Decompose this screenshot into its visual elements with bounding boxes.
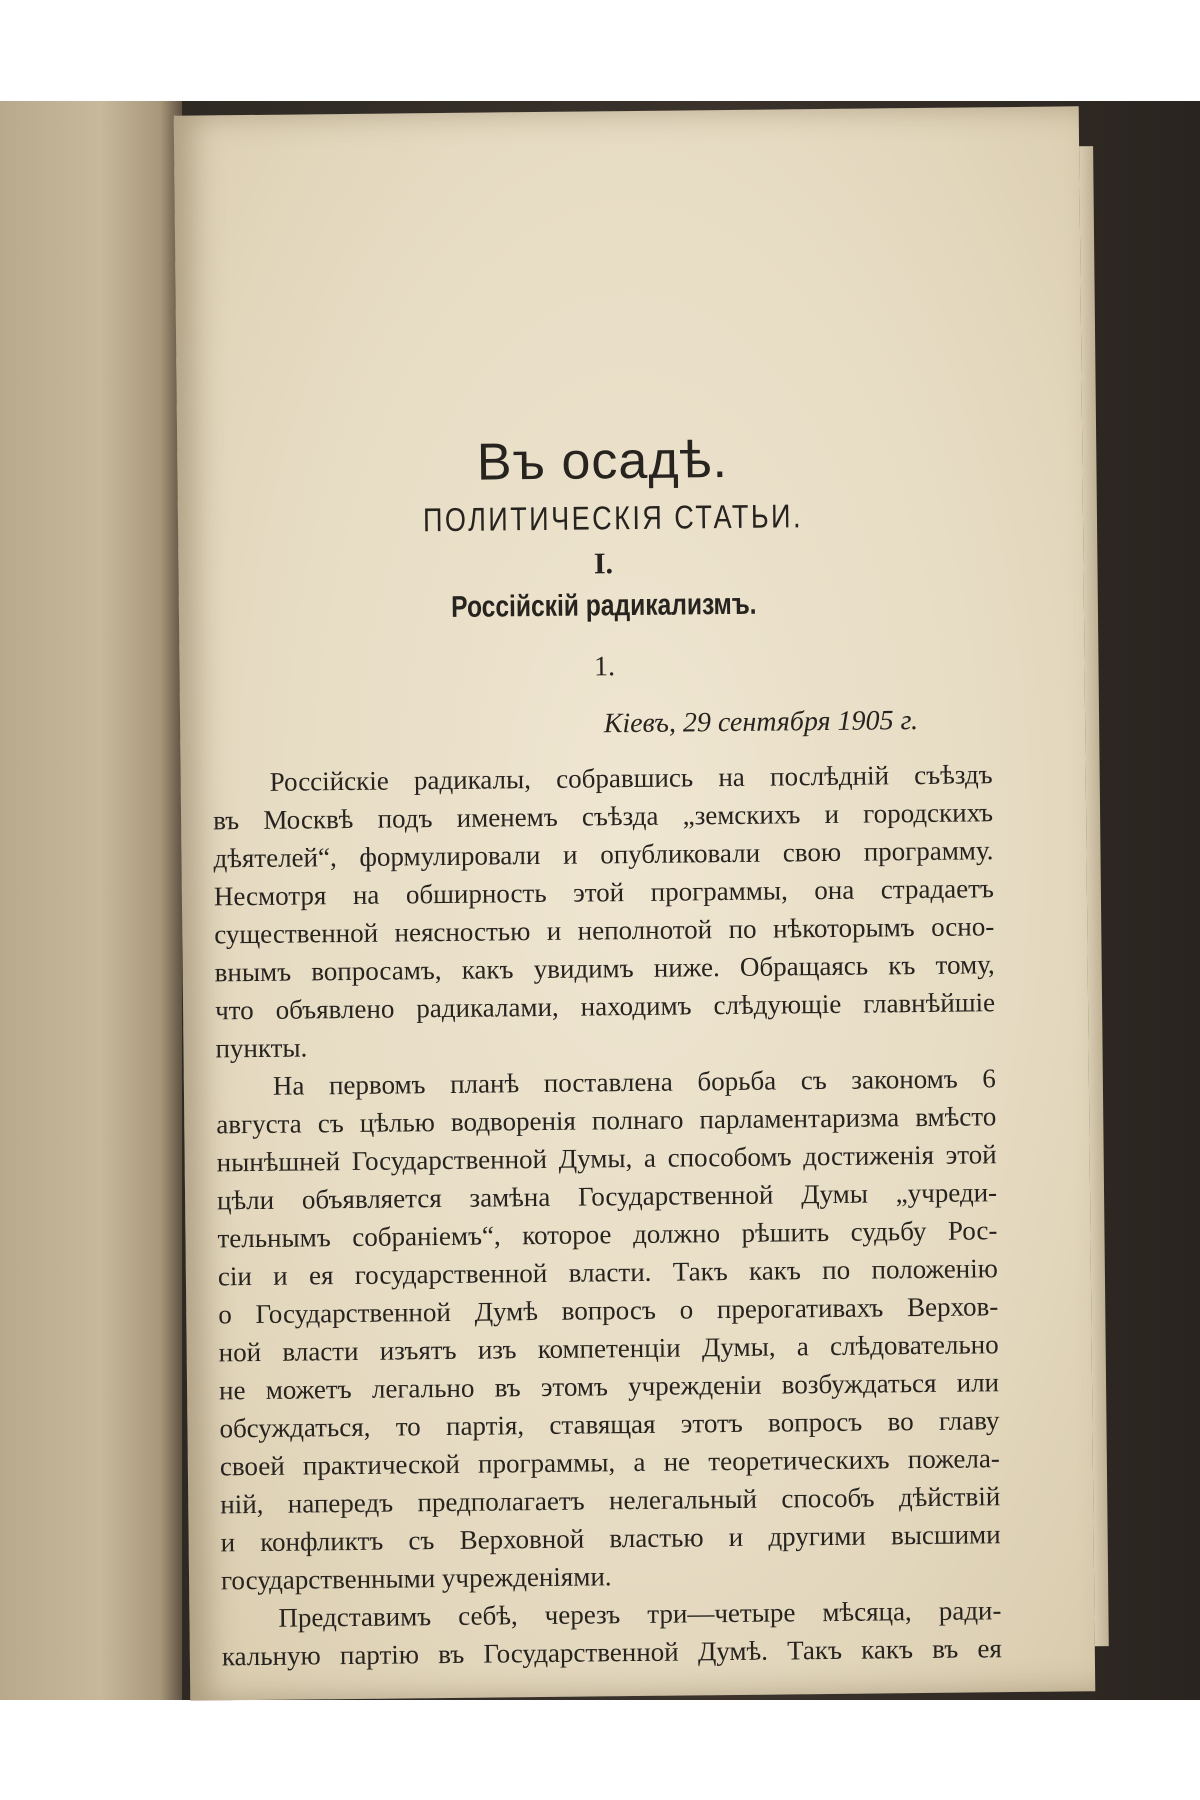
text-line: и конфликтъ съ Верховной властью и другими высшими bbox=[220, 1519, 1001, 1558]
text-line: что объявлено радикалами, находимъ слѣдующіе главнѣйшіе bbox=[214, 987, 996, 1026]
book-subtitle: ПОЛИТИЧЕСКІЯ СТАТЬИ. bbox=[422, 497, 804, 539]
text-line: На первомъ планѣ поставлена борьба съ закономъ 6 bbox=[272, 1063, 997, 1101]
page-edge bbox=[1079, 146, 1109, 1646]
text-line: внымъ вопросамъ, какъ увидимъ ниже. Обращаясь къ тому, bbox=[214, 949, 995, 988]
text-line: пункты. bbox=[215, 1032, 308, 1064]
dateline: Кіевъ, 29 сентября 1905 г. bbox=[603, 705, 919, 740]
subsection-number: 1. bbox=[593, 651, 616, 683]
section-number: I. bbox=[593, 547, 614, 581]
text-line: августа съ цѣлью водворенія полнаго парламентаризма вмѣсто bbox=[216, 1101, 997, 1140]
paragraph bbox=[216, 1059, 1002, 1599]
right-page bbox=[174, 106, 1096, 1700]
text-line: тельнымъ собраніемъ“, которое должно рѣшить судьбу Рос- bbox=[217, 1215, 998, 1254]
text-line: о Государственной Думѣ вопросъ о прерогативахъ Верхов- bbox=[218, 1291, 999, 1330]
text-line: сіи и ея государственной власти. Такъ какъ по положенію bbox=[217, 1253, 998, 1292]
text-line: Несмотря на обширность этой программы, она страдаетъ bbox=[213, 873, 995, 912]
text-line: своей практической программы, а не теоретическихъ пожела- bbox=[219, 1443, 1000, 1482]
text-line: Россійскіе радикалы, собравшись на послѣдній съѣздъ bbox=[269, 759, 993, 797]
text-line: государственными учрежденіями. bbox=[220, 1561, 612, 1596]
book-photo bbox=[0, 101, 1200, 1700]
body-text bbox=[213, 755, 1003, 1675]
text-line: не можетъ легально въ этомъ учрежденіи возбуждаться или bbox=[218, 1367, 1000, 1406]
text-line: обсуждаться, то партія, ставящая этотъ вопросъ во главу bbox=[219, 1405, 1000, 1444]
paragraph bbox=[221, 1591, 1002, 1675]
section-heading: Россійскій радикализмъ. bbox=[451, 587, 757, 624]
text-line: Представимъ себѣ, черезъ три—четыре мѣсяца, ради- bbox=[278, 1595, 1002, 1633]
book-title: Въ осадѣ. bbox=[476, 430, 729, 492]
left-page bbox=[0, 101, 182, 1700]
text-line: нынѣшней Государственной Думы, а способомъ достиженія этой bbox=[216, 1139, 997, 1178]
text-line: существенной неясностью и неполнотой по нѣкоторымъ осно- bbox=[214, 911, 995, 950]
text-line: въ Москвѣ подъ именемъ съѣзда „земскихъ и городскихъ bbox=[212, 797, 994, 836]
paragraph bbox=[213, 755, 996, 1067]
text-line: цѣли объявляется замѣна Государственной Думы „учреди- bbox=[216, 1177, 998, 1216]
text-line: дѣятелей“, формулировали и опубликовали свою программу. bbox=[213, 835, 994, 874]
text-line: ной власти изъятъ изъ компетенціи Думы, а слѣдовательно bbox=[218, 1329, 999, 1368]
text-line: ній, напередъ предполагаетъ нелегальный способъ дѣйствій bbox=[220, 1481, 1001, 1520]
text-line: кальную партію въ Государственной Думѣ. Такъ какъ въ ея bbox=[221, 1633, 1002, 1672]
